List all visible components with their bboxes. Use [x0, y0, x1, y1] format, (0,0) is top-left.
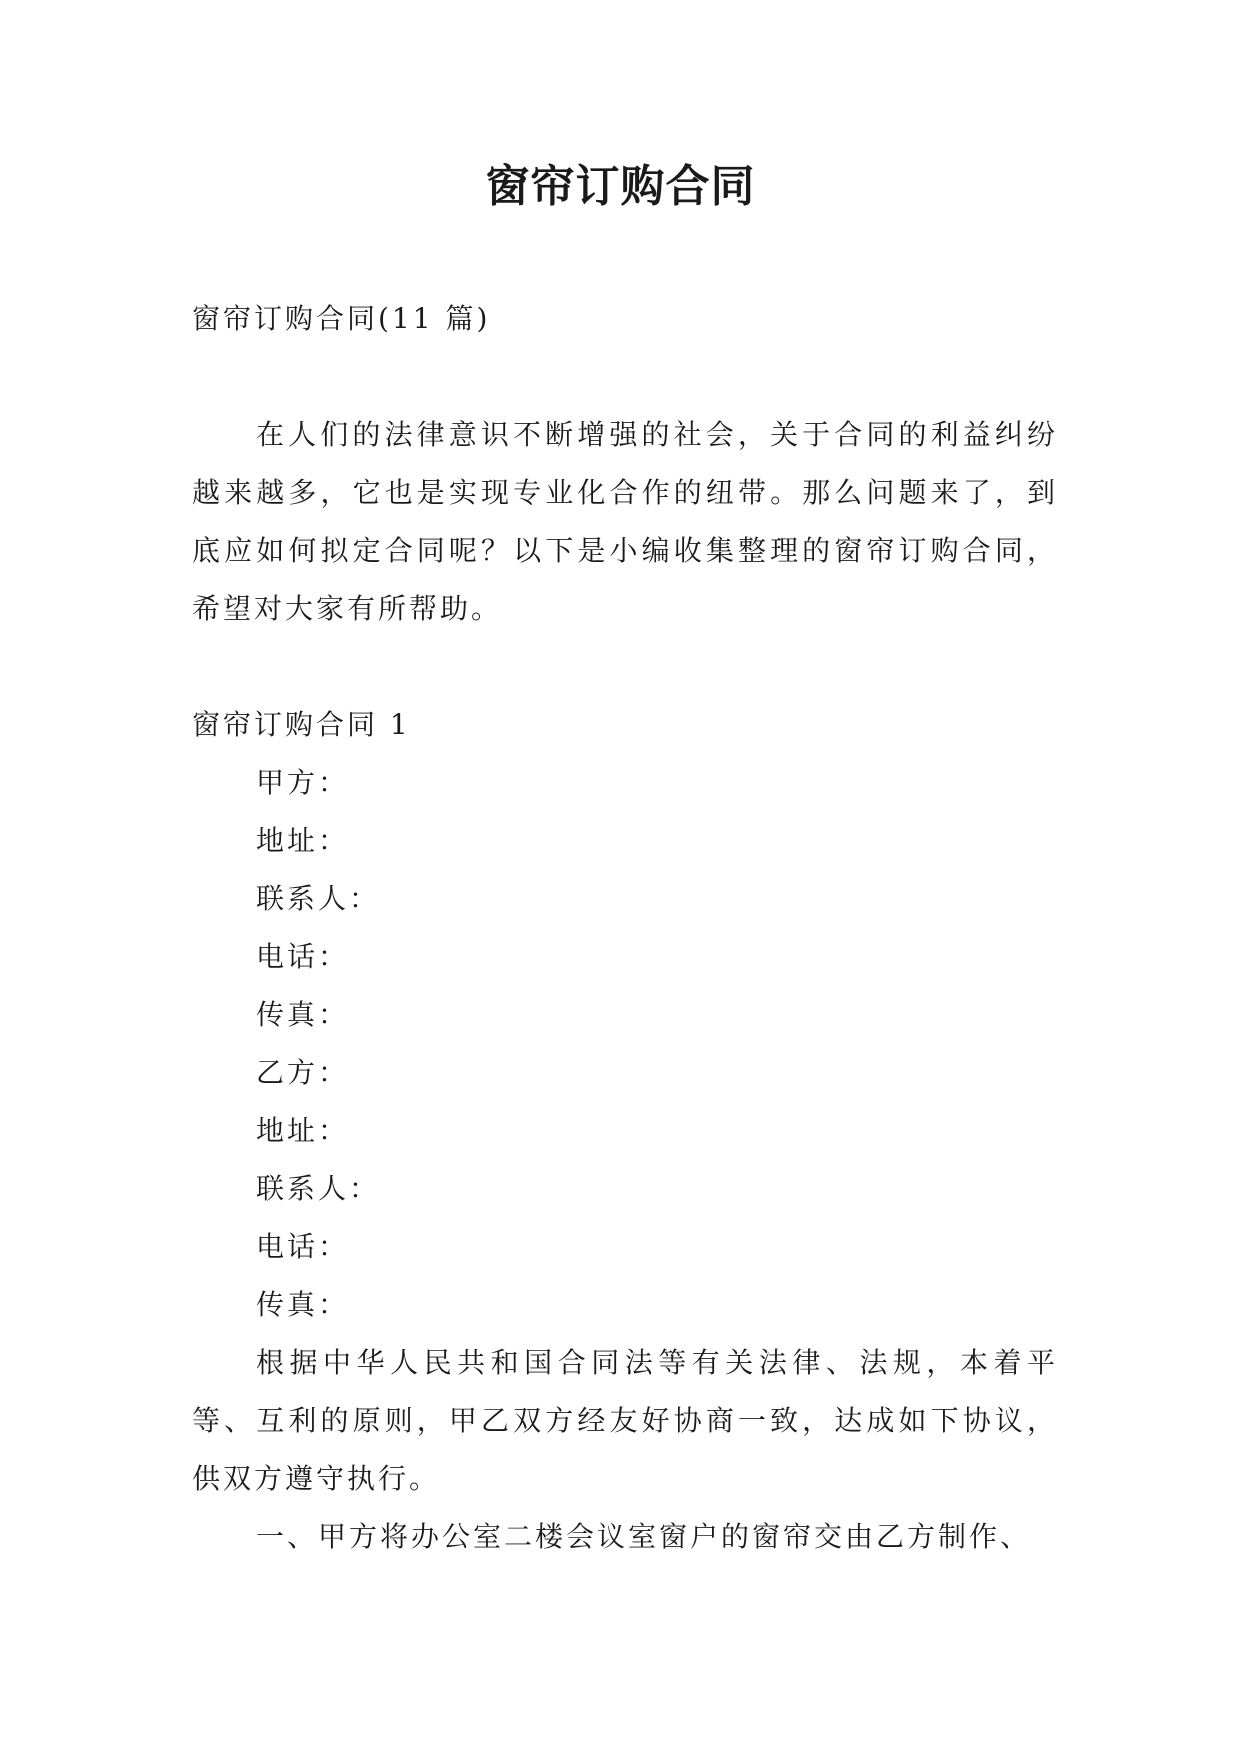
intro-paragraph: 在人们的法律意识不断增强的社会，关于合同的利益纠纷越来越多，它也是实现专业化合作的纽带。那么问题来了，到底应如何拟定合同呢？以下是小编收集整理的窗帘订购合同，希望对大家有所帮助。: [192, 418, 1058, 625]
party-a-label: 甲方：: [256, 766, 350, 799]
preamble-paragraph: 根据中华人民共和国合同法等有关法律、法规，本着平等、互利的原则，甲乙双方经友好协商一致，达成如下协议，供双方遵守执行。: [192, 1346, 1058, 1495]
party-b-address-label: 地址：: [256, 1114, 350, 1147]
document-title: 窗帘订购合同: [485, 161, 756, 212]
party-b-contact-label: 联系人：: [256, 1172, 381, 1205]
party-a-fax-label: 传真：: [256, 998, 350, 1031]
party-a-contact-label: 联系人：: [256, 882, 381, 915]
clause-1-paragraph: 一、甲方将办公室二楼会议室窗户的窗帘交由乙方制作、: [256, 1520, 1032, 1553]
party-b-block: [192, 1044, 1058, 1334]
party-b-label: 乙方：: [256, 1056, 350, 1089]
collection-heading: 窗帘订购合同(11 篇): [192, 302, 491, 335]
section-heading: 窗帘订购合同 1: [192, 708, 411, 741]
party-a-address-label: 地址：: [256, 824, 350, 857]
party-b-phone-label: 电话：: [256, 1230, 350, 1263]
party-b-fax-label: 传真：: [256, 1288, 350, 1321]
party-a-block: [192, 754, 1058, 1044]
party-a-phone-label: 电话：: [256, 940, 350, 973]
document-body: [192, 290, 1058, 1566]
